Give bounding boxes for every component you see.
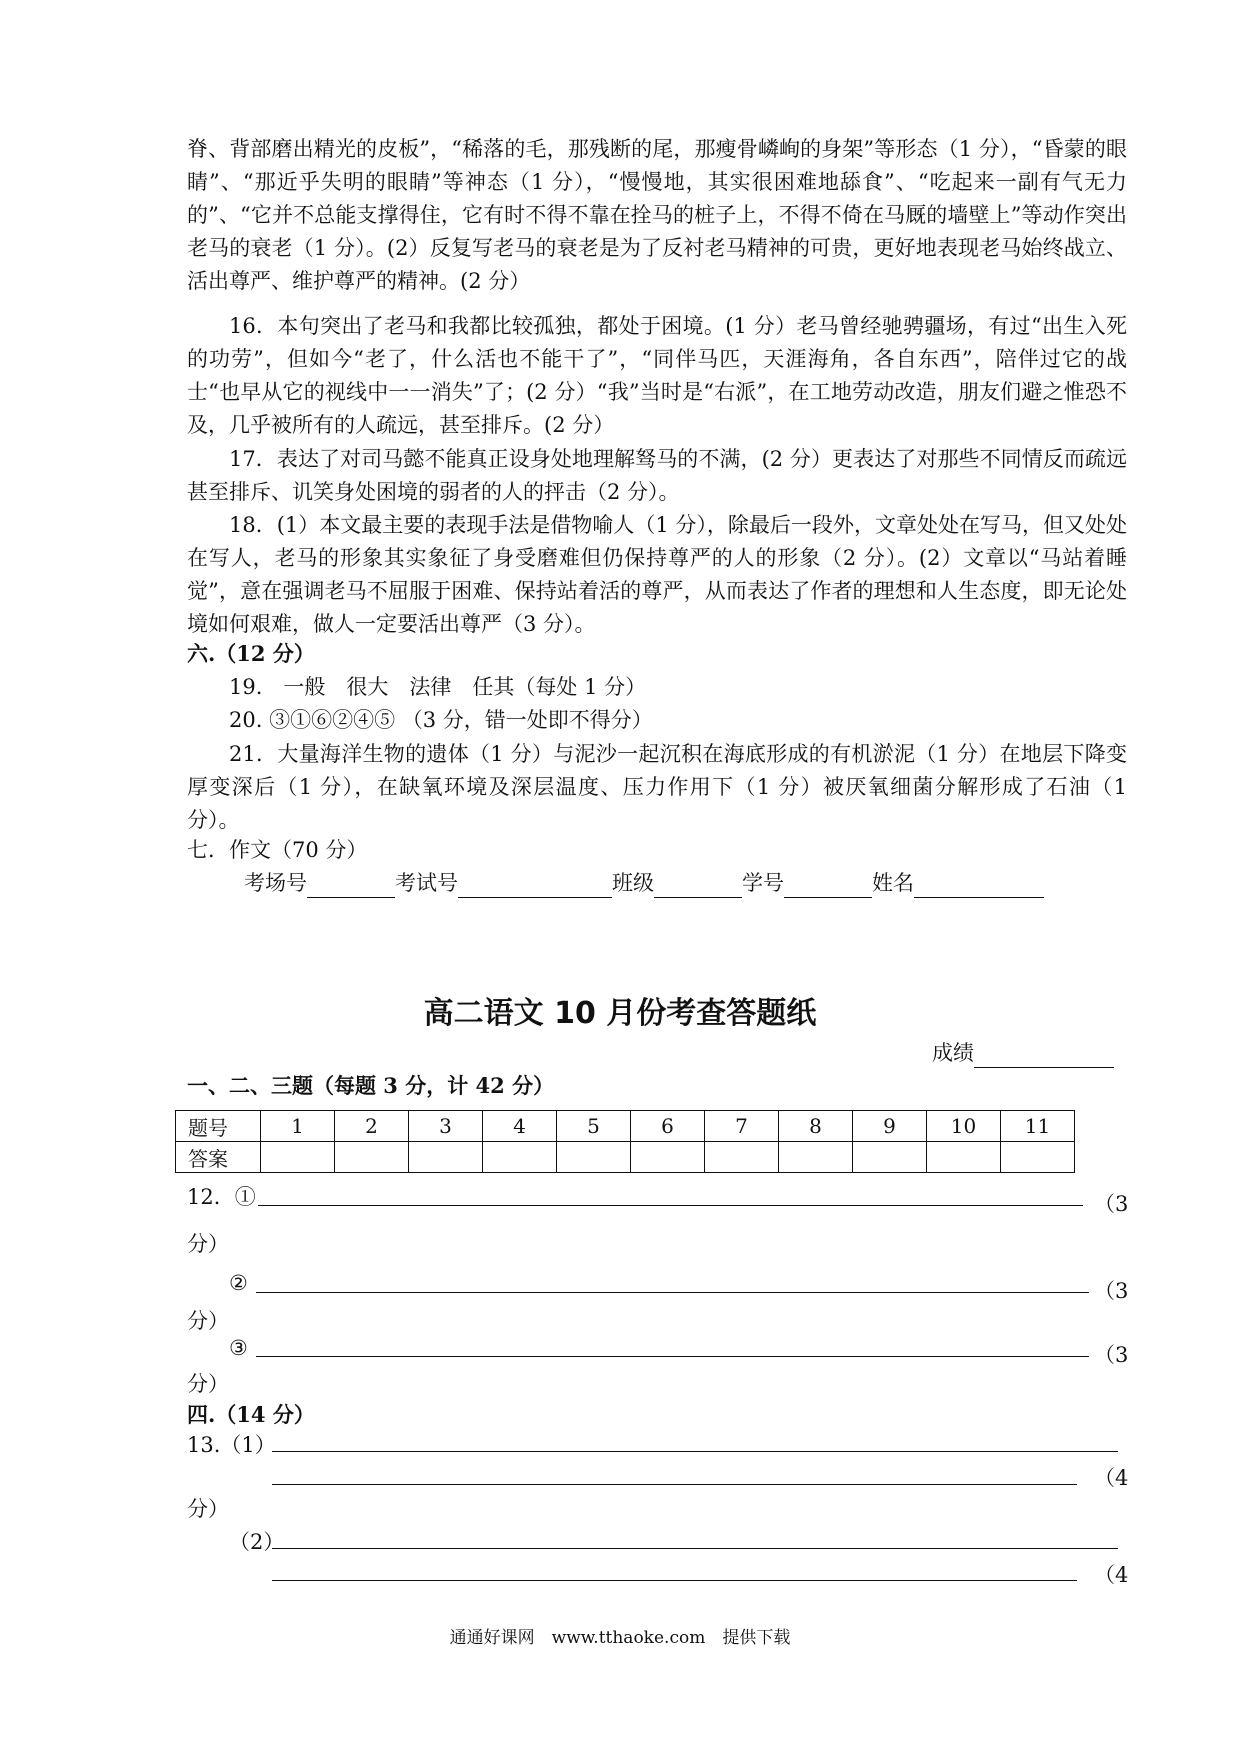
section-4-heading: 四.（14 分）	[187, 1402, 315, 1427]
q12-label: 12．①	[187, 1185, 256, 1209]
answer-sheet-title: 高二语文 10 月份考查答题纸	[423, 996, 817, 1031]
question-number: 7	[705, 1111, 779, 1142]
student-number-label: 学号	[742, 871, 784, 895]
question-number: 11	[1001, 1111, 1075, 1142]
room-label: 考场号	[244, 871, 307, 895]
class-label: 班级	[612, 871, 654, 895]
exam-number-field[interactable]	[458, 875, 612, 898]
answer-grid	[175, 1110, 1075, 1173]
q12-1-score: （3	[1094, 1192, 1129, 1216]
answer-20: 20. ③①⑥②④⑤ （3 分，错一处即不得分）	[229, 708, 653, 732]
q13-2-answer-line-2[interactable]	[272, 1580, 1077, 1581]
class-field[interactable]	[654, 875, 742, 898]
exam-number-label: 考试号	[395, 871, 458, 895]
question-number: 2	[335, 1111, 409, 1142]
q13-1-label: 13.（1）	[187, 1433, 276, 1457]
question-number: 6	[631, 1111, 705, 1142]
q13-1-score: （4	[1094, 1466, 1129, 1490]
answer-cell[interactable]	[927, 1142, 1001, 1173]
name-field[interactable]	[914, 875, 1044, 898]
score-label: 成绩	[932, 1041, 974, 1065]
answer-cell[interactable]	[335, 1142, 409, 1173]
question-number: 9	[853, 1111, 927, 1142]
question-number-header: 题号	[176, 1111, 261, 1142]
q12-3-score-unit: 分）	[187, 1372, 229, 1396]
answer-18: 18．(1）本文最主要的表现手法是借物喻人（1 分），除最后一段外，文章处处在写马，但又处处在写人，老马的形象其实象征了身受磨难但仍保持尊严的人的形象（2 分）。(2）文章以“马站着睡觉”，意在强调老马不屈服于困难、保持站着活的尊严，从而表达了作者的理想和人生态度，即无论处境如何艰难，做人一定要活出尊严（3 分）。	[187, 513, 1127, 636]
q13-2-label: （2）	[229, 1530, 285, 1554]
answer-21: 21．大量海洋生物的遗体（1 分）与泥沙一起沉积在海底形成的有机淤泥（1 分）在地层下降变厚变深后（1 分），在缺氧环境及深层温度、压力作用下（1 分）被厌氧细菌分解形成了石油（1 分）。	[187, 742, 1127, 832]
answer-header: 答案	[176, 1142, 261, 1173]
answer-cell[interactable]	[853, 1142, 927, 1173]
q12-3-answer-line[interactable]	[256, 1356, 1089, 1357]
answer-17: 17．表达了对司马懿不能真正设身处地理解驽马的不满，(2 分）更表达了对那些不同情反而疏远甚至排斥、讥笑身处困境的弱者的人的抨击（2 分）。	[187, 447, 1127, 504]
q12-1-answer-line[interactable]	[258, 1205, 1083, 1206]
question-number: 8	[779, 1111, 853, 1142]
answer-cell[interactable]	[1001, 1142, 1075, 1173]
footer-credit: 通通好课网 www.tthaoke.com 提供下载	[449, 1628, 791, 1648]
section-6-heading: 六.（12 分）	[187, 641, 315, 666]
question-number: 4	[483, 1111, 557, 1142]
question-number: 5	[557, 1111, 631, 1142]
question-number: 3	[409, 1111, 483, 1142]
answer-cell[interactable]	[483, 1142, 557, 1173]
answer-cell[interactable]	[261, 1142, 335, 1173]
question-number: 10	[927, 1111, 1001, 1142]
score-field[interactable]	[974, 1045, 1114, 1068]
answer-cell[interactable]	[631, 1142, 705, 1173]
answer-row	[176, 1142, 1075, 1173]
q12-1-score-unit: 分）	[187, 1232, 229, 1256]
q13-2-answer-line-1[interactable]	[272, 1548, 1118, 1549]
q12-2-score: （3	[1094, 1279, 1129, 1303]
q12-3-score: （3	[1094, 1343, 1129, 1367]
answer-cell[interactable]	[779, 1142, 853, 1173]
q12-2-score-unit: 分）	[187, 1309, 229, 1333]
q12-2-label: ②	[229, 1271, 248, 1295]
question-number: 1	[261, 1111, 335, 1142]
question-number-row	[176, 1111, 1075, 1142]
candidate-info-line	[244, 868, 1044, 898]
answer-cell[interactable]	[409, 1142, 483, 1173]
q12-3-label: ③	[229, 1336, 248, 1360]
answer-cell[interactable]	[705, 1142, 779, 1173]
section-1-3-heading: 一、二、三题（每题 3 分，计 42 分）	[187, 1073, 555, 1098]
answer-16: 16．本句突出了老马和我都比较孤独，都处于困境。(1 分）老马曾经驰骋疆场，有过“出生入死的功劳”，但如今“老了，什么活也不能干了”，“同伴马匹，天涯海角，各自东西”，陪伴过它的战士“也早从它的视线中一一消失”了；(2 分）“我”当时是“右派”，在工地劳动改造，朋友们避之惟恐不及，几乎被所有的人疏远，甚至排斥。(2 分）	[187, 314, 1127, 437]
q13-1-answer-line-2[interactable]	[272, 1484, 1077, 1485]
answer-19: 19. 一般 很大 法律 任其（每处 1 分）	[229, 675, 647, 699]
q13-2-score: （4	[1094, 1563, 1129, 1587]
section-7-heading: 七．作文（70 分）	[187, 838, 368, 862]
name-label: 姓名	[872, 871, 914, 895]
q13-1-answer-line-1[interactable]	[272, 1451, 1118, 1452]
room-field[interactable]	[307, 875, 395, 898]
score-line	[932, 1038, 1114, 1068]
answer-cell[interactable]	[557, 1142, 631, 1173]
answer-15-continued: 脊、背部磨出精光的皮板”，“稀落的毛，那残断的尾，那瘦骨嶙峋的身架”等形态（1 分），“昏蒙的眼睛”、“那近乎失明的眼睛”等神态（1 分），“慢慢地，其实很困难地舔食”、“吃起来一副有气无力的”、“它并不总能支撑得住，它有时不得不靠在拴马的桩子上，不得不倚在马厩的墙壁上”等动作突出老马的衰老（1 分）。(2）反复写老马的衰老是为了反衬老马精神的可贵，更好地表现老马始终战立、活出尊严、维护尊严的精神。(2 分）	[187, 137, 1127, 293]
student-number-field[interactable]	[784, 875, 872, 898]
q13-1-score-unit: 分）	[187, 1497, 229, 1521]
q12-2-answer-line[interactable]	[256, 1292, 1089, 1293]
